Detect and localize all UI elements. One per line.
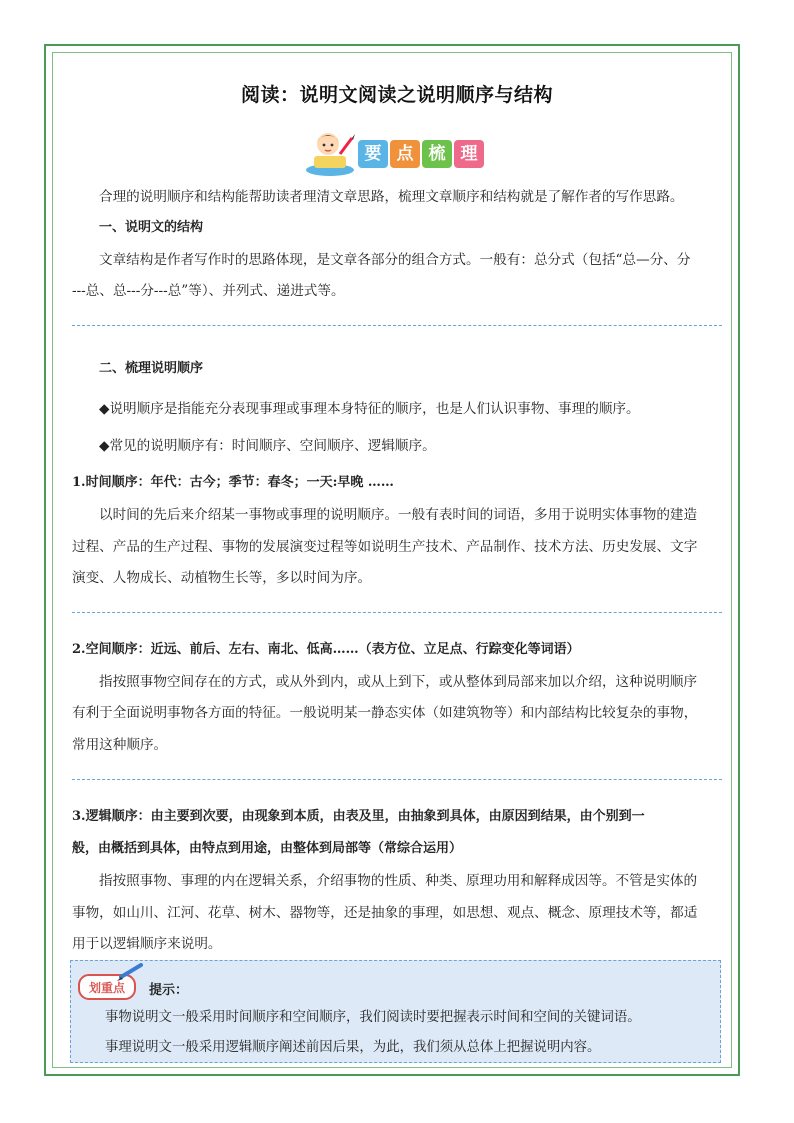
banner-char-3: 梳 <box>422 140 452 168</box>
divider-3 <box>72 779 722 780</box>
time-order-line1: 以时间的先后来介绍某一事物或事理的说明顺序。一般有表时间的词语，多用于说明实体事物的建造 <box>99 507 698 523</box>
space-order-heading: 2.空间顺序：近远、前后、左右、南北、低高……（表方位、立足点、行踪变化等词语） <box>72 642 580 657</box>
banner-char-1: 要 <box>358 140 388 168</box>
tip-label: 提示： <box>149 983 189 998</box>
key-points-banner <box>300 126 490 176</box>
section1-heading: 一、说明文的结构 <box>99 220 204 235</box>
section2-bullet2: ◆常见的说明顺序有：时间顺序、空间顺序、逻辑顺序。 <box>99 438 436 454</box>
logic-order-heading-line2: 般，由概括到具体，由特点到用途，由整体到局部等（常综合运用） <box>72 841 463 856</box>
divider-2 <box>72 612 722 613</box>
banner-char-2: 点 <box>390 140 420 168</box>
section2-heading: 二、梳理说明顺序 <box>99 361 204 376</box>
section1-line1: 文章结构是作者写作时的思路体现，是文章各部分的组合方式。一般有：总分式（包括“总—分、分 <box>99 252 691 268</box>
highlight-badge-text: 划重点 <box>88 981 126 995</box>
space-order-line3: 常用这种顺序。 <box>72 737 168 753</box>
space-order-line2: 有利于全面说明事物各方面的特征。一般说明某一静态实体（如建筑物等）和内部结构比较复杂的事物， <box>72 705 698 721</box>
logic-order-line3: 用于以逻辑顺序来说明。 <box>72 936 222 952</box>
student-writing-icon <box>300 126 358 176</box>
logic-order-line1: 指按照事物、事理的内在逻辑关系，介绍事物的性质、种类、原理功用和解释成因等。不管是实体的 <box>99 873 698 889</box>
divider-1 <box>72 325 722 326</box>
banner-char-4: 理 <box>454 140 484 168</box>
tip-line2: 事理说明文一般采用逻辑顺序阐述前因后果，为此，我们须从总体上把握说明内容。 <box>105 1040 601 1055</box>
logic-order-heading-line1: 3.逻辑顺序：由主要到次要，由现象到本质，由表及里，由抽象到具体，由原因到结果，由个别到一 <box>72 809 645 824</box>
section1-line2: ---总、总---分---总”等）、并列式、递进式等。 <box>72 283 345 299</box>
intro-paragraph: 合理的说明顺序和结构能帮助读者理清文章思路，梳理文章顺序和结构就是了解作者的写作思路。 <box>99 189 684 205</box>
tip-box <box>70 960 721 1063</box>
space-order-line1: 指按照事物空间存在的方式，或从外到内，或从上到下，或从整体到局部来加以介绍，这种说明顺序 <box>99 674 698 690</box>
tip-line1: 事物说明文一般采用时间顺序和空间顺序，我们阅读时要把握表示时间和空间的关键词语。 <box>105 1010 641 1025</box>
time-order-line2: 过程、产品的生产过程、事物的发展演变过程等如说明生产技术、产品制作、技术方法、历史发展、文字 <box>72 539 698 555</box>
page-title: 阅读：说明文阅读之说明顺序与结构 <box>240 84 553 106</box>
section2-bullet1: ◆说明顺序是指能充分表现事理或事理本身特征的顺序，也是人们认识事物、事理的顺序。 <box>99 401 640 417</box>
time-order-line3: 演变、人物成长、动植物生长等，多以时间为序。 <box>72 570 372 586</box>
highlight-badge-icon <box>77 963 147 1003</box>
logic-order-line2: 事物，如山川、江河、花草、树木、器物等，还是抽象的事理，如思想、观点、概念、原理技术等，都适 <box>72 905 698 921</box>
time-order-heading: 1.时间顺序：年代：古今；季节：春冬；一天:早晚 …… <box>72 475 394 490</box>
